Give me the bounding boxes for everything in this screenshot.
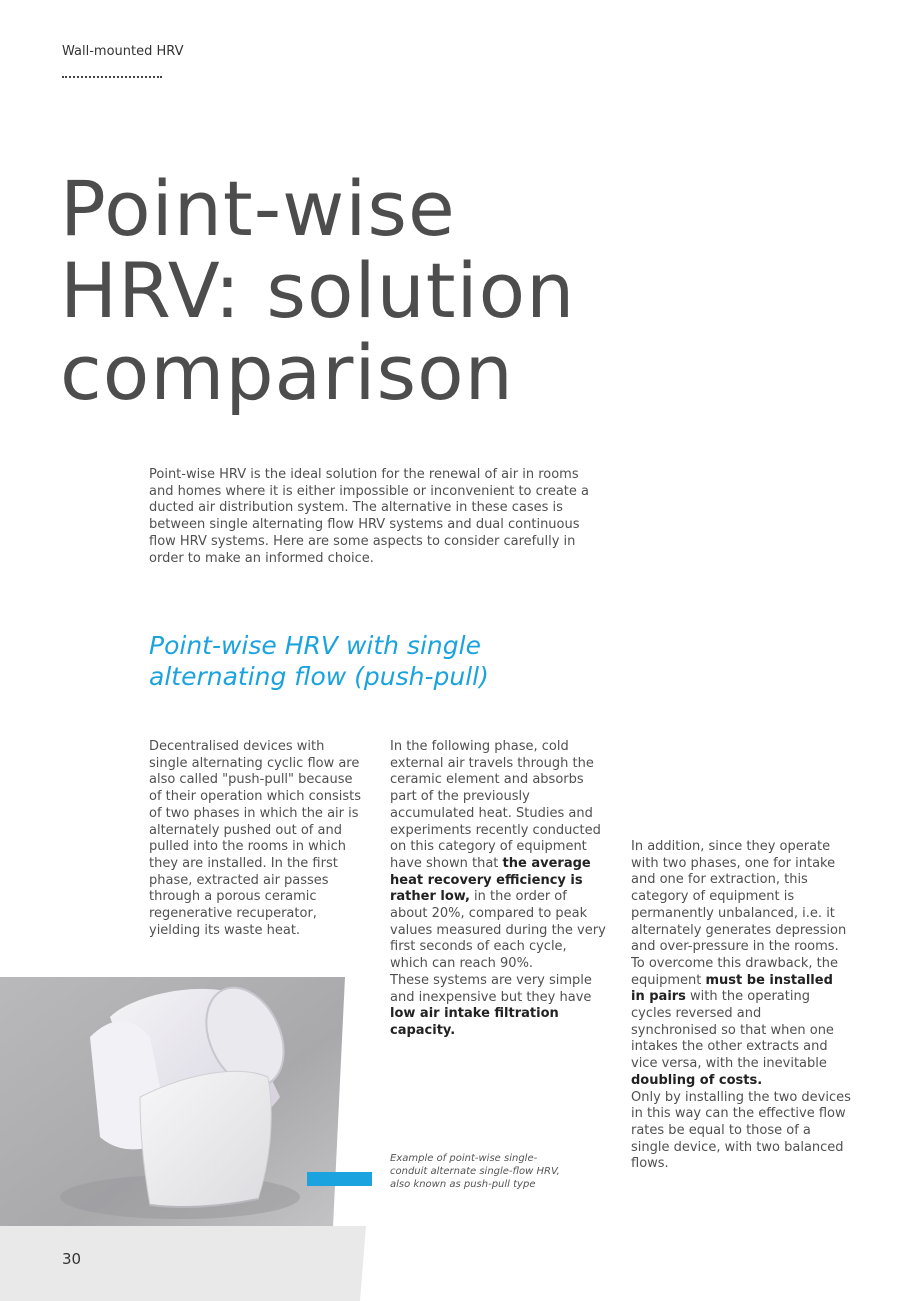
push-pull-hrv-photo: [0, 977, 345, 1227]
column-3-paragraph-3: Only by installing the two devices in this way can the effective flow rates be equal to those of a single device, with two balanced flows.: [631, 1089, 851, 1172]
intro-paragraph: Point-wise HRV is the ideal solution for the renewal of air in rooms and homes where it is either impossible or inconvenient to create a ducted air distribution system. The alternative in these cases is between single alternating flow HRV systems and dual continuous flow HRV systems. Here are some aspects to consider carefully in order to make an informed choice.: [149, 467, 590, 566]
column-2-paragraph-1: In the following phase, cold external air travels through the ceramic element and absorbs part of the previously accumulated heat. Studies and experiments recently conducted on this category of equipment have shown that the average heat recovery efficiency is rather low, in the order of about 20%, compared to peak values measured during the very first seconds of each cycle, which can reach 90%.: [390, 739, 606, 972]
section-label: Wall-mounted HRV: [62, 44, 184, 59]
highlight-pairs: must be installed in pairs: [631, 972, 833, 1005]
caption-line-3: also known as push-pull type: [390, 1179, 536, 1190]
caption-line-1: Example of point-wise single-: [390, 1153, 538, 1164]
column-2-paragraph-2: These systems are very simple and inexpensive but they have low air intake filtration capacity.: [390, 972, 592, 1038]
column-3-paragraph-2: To overcome this drawback, the equipment must be installed in pairs with the operating cycles reversed and synchronised so that when one intakes the other extracts and vice versa, with the inevitable doubling of costs.: [631, 955, 838, 1088]
dotted-divider: [62, 76, 162, 78]
body-column-2: [390, 739, 608, 1040]
column-3-paragraph-1: In addition, since they operate with two phases, one for intake and one for extraction, this category of equipment is permanently unbalanced, i.e. it alternately generates depression and over-pressure in the rooms.: [631, 839, 847, 955]
column-1-paragraph: Decentralised devices with single alternating cyclic flow are also called "push-pull" because of their operation which consists of two phases in which the air is alternately pushed out of and pulled into the rooms in which they are installed. In the first phase, extracted air passes through a porous ceramic regenerative recuperator, yielding its waste heat.: [149, 739, 362, 938]
caption-line-2: conduit alternate single-flow HRV,: [390, 1166, 560, 1177]
subtitle-line-2: alternating flow (push-pull): [149, 662, 489, 691]
title-line-2: HRV: solution: [60, 246, 576, 335]
body-column-1: [149, 739, 364, 939]
page-title: [60, 164, 760, 417]
page-number: 30: [62, 1250, 82, 1268]
highlight-efficiency: the average heat recovery efficiency is rather low,: [390, 855, 591, 905]
title-line-3: comparison: [60, 328, 514, 417]
photo-caption: [390, 1152, 590, 1191]
highlight-filtration: low air intake filtration capacity.: [390, 1006, 559, 1038]
subtitle-line-1: Point-wise HRV with single: [149, 631, 481, 660]
highlight-costs: doubling of costs.: [631, 1072, 763, 1088]
body-column-3: [631, 839, 851, 1173]
section-subtitle: [149, 630, 569, 692]
accent-bar: [307, 1172, 372, 1186]
footer-band: [0, 1226, 366, 1301]
title-line-1: Point-wise: [60, 164, 456, 253]
